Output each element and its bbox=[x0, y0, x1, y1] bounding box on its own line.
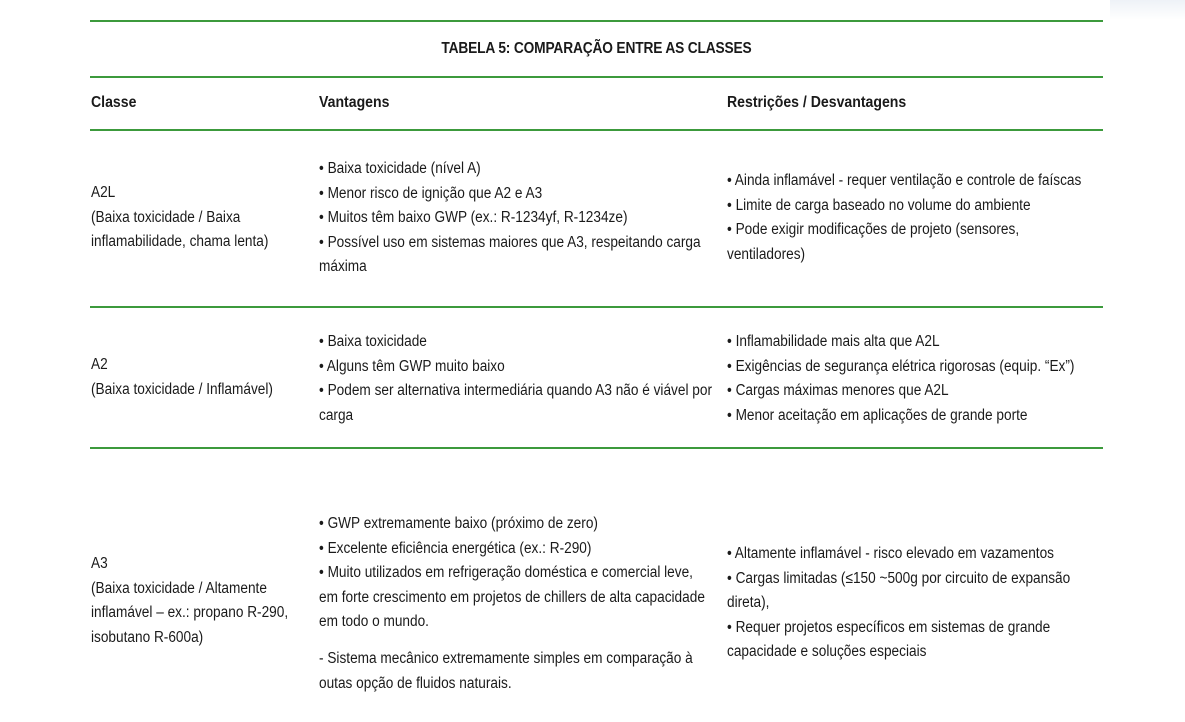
classe-line: A3 bbox=[91, 555, 108, 572]
restricao-line: • Ainda inflamável - requer ventilação e controle de faíscas bbox=[727, 172, 1082, 189]
top-right-strip bbox=[1110, 0, 1185, 20]
restricao-line: ventiladores) bbox=[727, 245, 806, 263]
restricao-line: • Cargas máximas menores que A2L bbox=[727, 382, 949, 400]
classe-line: (Baixa toxicidade / Inflamável) bbox=[91, 380, 273, 398]
restricoes-cell bbox=[727, 330, 1074, 428]
restricao-line: • Pode exigir modificações de projeto (sensores, bbox=[727, 221, 1020, 239]
vantagem-line: • Baixa toxicidade (nível A) bbox=[319, 160, 481, 177]
vantagem-line: máxima bbox=[319, 258, 367, 276]
restricao-line: direta), bbox=[727, 594, 770, 612]
table-row-a3 bbox=[90, 449, 1103, 719]
table-row-a2l bbox=[90, 131, 1103, 306]
restricao-line: capacidade e soluções especiais bbox=[727, 643, 927, 661]
classe-line: A2 bbox=[91, 356, 108, 373]
vantagem-line: • Excelente eficiência energética (ex.: R-290) bbox=[319, 539, 592, 557]
vantagem-line: em todo o mundo. bbox=[319, 613, 429, 631]
table-header bbox=[90, 78, 1103, 129]
table-title: TABELA 5: COMPARAÇÃO ENTRE AS CLASSES bbox=[441, 40, 752, 57]
restricoes-cell bbox=[727, 542, 1070, 665]
classe-line: inflamável – ex.: propano R-290, bbox=[91, 604, 289, 622]
classe-line: isobutano R-600a) bbox=[91, 628, 204, 646]
restricao-line: • Requer projetos específicos em sistemas de grande bbox=[727, 618, 1051, 636]
comparison-table bbox=[90, 20, 1103, 719]
table-row-a2 bbox=[90, 308, 1103, 447]
classe-line: (Baixa toxicidade / Baixa bbox=[91, 208, 241, 226]
vantagem-line: • Alguns têm GWP muito baixo bbox=[319, 357, 505, 375]
vantagem-line: • GWP extremamente baixo (próximo de zero) bbox=[319, 515, 598, 532]
header-restricoes: Restrições / Desvantagens bbox=[727, 94, 907, 111]
vantagens-cell bbox=[319, 157, 701, 280]
vantagens-cell bbox=[319, 330, 712, 428]
vantagem-line: • Muito utilizados em refrigeração doméstica e comercial leve, bbox=[319, 564, 693, 582]
vantagem-line: • Podem ser alternativa intermediária quando A3 não é viável por bbox=[319, 382, 713, 400]
classe-cell bbox=[91, 181, 268, 255]
restricao-line: • Limite de carga baseado no volume do ambiente bbox=[727, 196, 1031, 214]
classe-cell bbox=[91, 353, 273, 402]
restricao-line: • Exigências de segurança elétrica rigorosas (equip. “Ex”) bbox=[727, 357, 1075, 375]
header-vantagens: Vantagens bbox=[319, 94, 390, 111]
vantagem-line: • Muitos têm baixo GWP (ex.: R-1234yf, R-1234ze) bbox=[319, 209, 628, 227]
vantagem-line: outas opção de fluidos naturais. bbox=[319, 674, 512, 692]
classe-cell bbox=[91, 552, 288, 650]
vantagem-line: - Sistema mecânico extremamente simples em comparação à bbox=[319, 649, 693, 667]
restricoes-cell bbox=[727, 169, 1081, 267]
restricao-line: • Inflamabilidade mais alta que A2L bbox=[727, 333, 940, 350]
vantagens-cell bbox=[319, 512, 705, 696]
vantagem-line: carga bbox=[319, 406, 354, 424]
classe-line: (Baixa toxicidade / Altamente bbox=[91, 579, 267, 597]
vantagem-line: • Baixa toxicidade bbox=[319, 333, 427, 350]
classe-line: inflamabilidade, chama lenta) bbox=[91, 233, 269, 251]
classe-line: A2L bbox=[91, 184, 116, 201]
restricao-line: • Cargas limitadas (≤150 ~500g por circuito de expansão bbox=[727, 569, 1071, 587]
vantagem-line: em forte crescimento em projetos de chillers de alta capacidade bbox=[319, 588, 705, 606]
restricao-line: • Altamente inflamável - risco elevado em vazamentos bbox=[727, 545, 1054, 562]
restricao-line: • Menor aceitação em aplicações de grande porte bbox=[727, 406, 1028, 424]
header-classe: Classe bbox=[91, 94, 137, 111]
vantagem-line: • Menor risco de ignição que A2 e A3 bbox=[319, 184, 543, 202]
vantagem-line: • Possível uso em sistemas maiores que A3, respeitando carga bbox=[319, 233, 701, 251]
paragraph-gap bbox=[319, 635, 705, 647]
